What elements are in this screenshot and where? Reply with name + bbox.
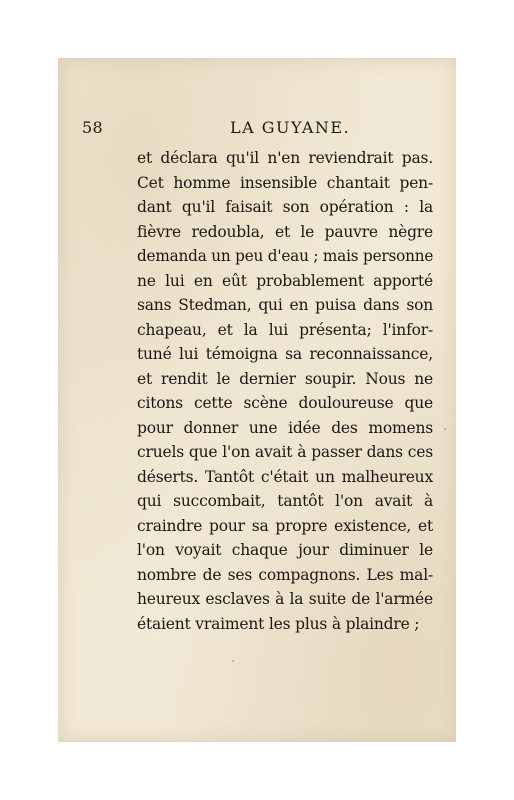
text-line: craindre pour sa propre existence, et (137, 516, 433, 535)
text-line: tuné lui témoigna sa reconnaissance, (137, 345, 433, 363)
text-line: étaient vraiment les plus à plaindre ; (137, 614, 420, 633)
text-line: déserts. Tantôt c'était un malheureux (137, 467, 433, 486)
running-title: LA GUYANE. (230, 118, 351, 137)
text-line: fièvre redoubla, et le pauvre nègre (137, 222, 433, 241)
text-line: qui succombait, tantôt l'on avait à (137, 492, 433, 510)
paper-speck (444, 428, 446, 430)
text-line: dant qu'il faisait son opération : la (137, 198, 433, 216)
text-line: sans Stedman, qui en puisa dans son (137, 296, 433, 314)
text-line: citons cette scène douloureuse que (137, 394, 433, 412)
text-line: Cet homme insensible chantait pen- (137, 173, 433, 192)
text-line: l'on voyait chaque jour diminuer le (137, 541, 433, 559)
text-line: nombre de ses compagnons. Les mal- (137, 565, 433, 584)
text-line: heureux esclaves à la suite de l'armée (137, 590, 433, 608)
text-line: demanda un peu d'eau ; mais personne (137, 247, 434, 265)
text-line: pour donner une idée des momens (137, 418, 433, 437)
text-line: et rendit le dernier soupir. Nous ne (137, 369, 433, 388)
text-line: cruels que l'on avait à passer dans ces (137, 443, 433, 461)
text-line: et déclara qu'il n'en reviendrait pas. (137, 149, 433, 167)
body-text (137, 146, 433, 636)
paper-speck (232, 660, 234, 662)
text-line: chapeau, et la lui présenta; l'infor- (137, 320, 433, 339)
page-header (80, 118, 434, 142)
text-line: ne lui en eût probablement apporté (137, 271, 433, 290)
page-number: 58 (82, 118, 103, 137)
